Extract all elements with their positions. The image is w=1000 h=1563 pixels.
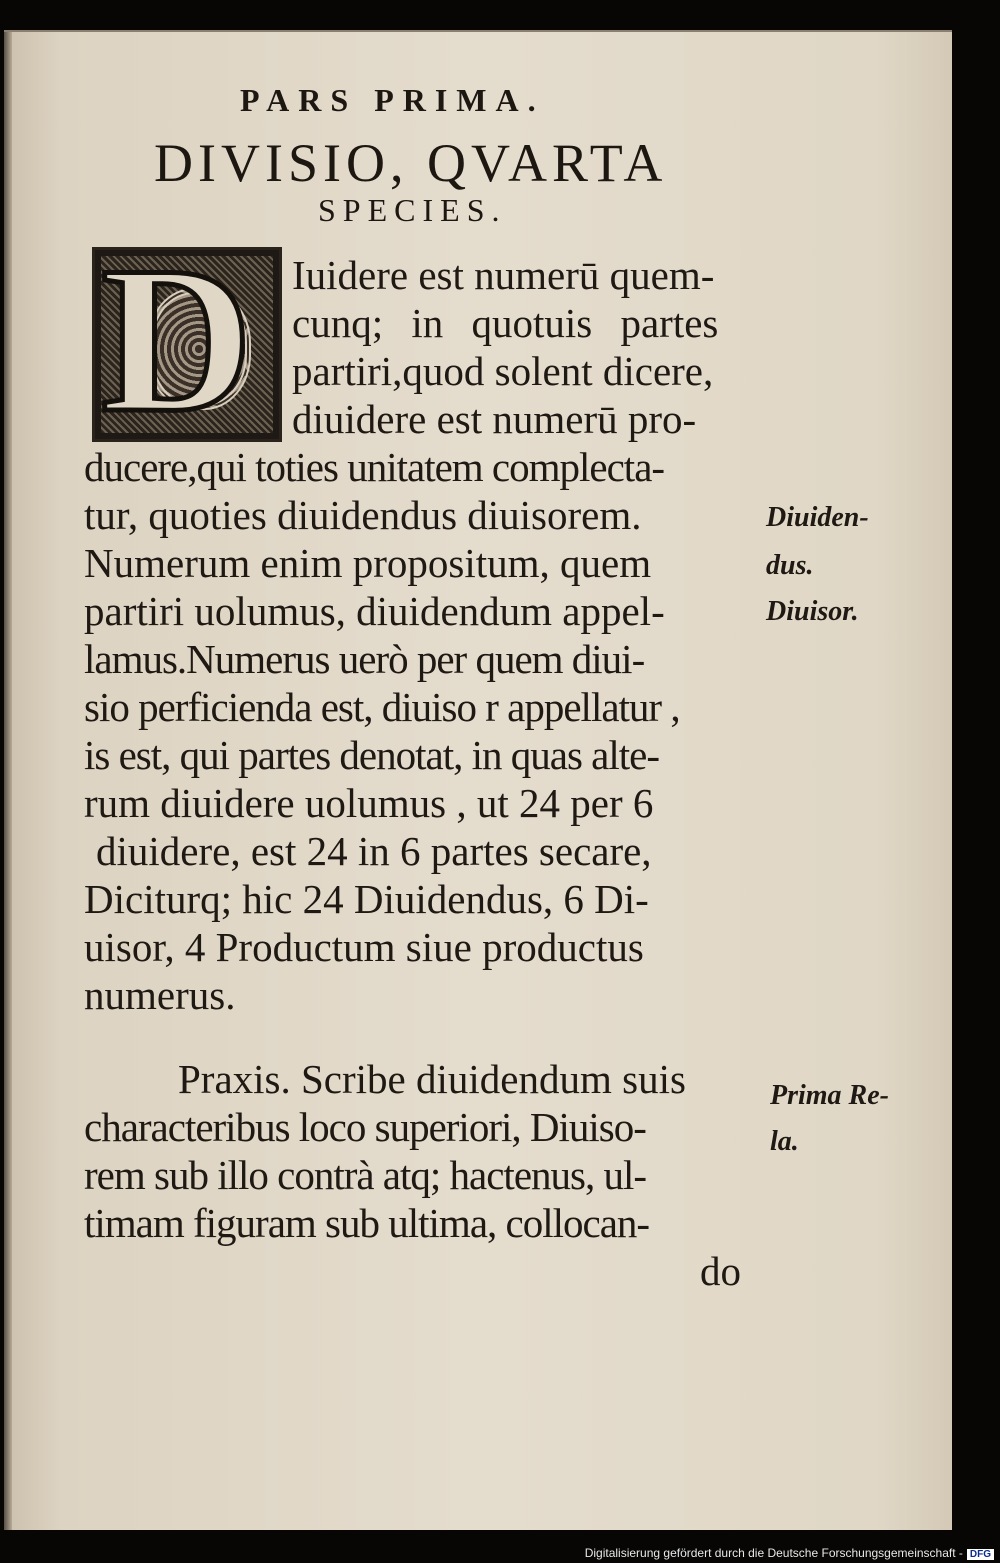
text-line: diuidere, est 24 in 6 partes secare, (96, 828, 652, 874)
text-line: numerus. (84, 972, 236, 1018)
initial-letter: D (101, 224, 253, 456)
text-line: Praxis. Scribe diuidendum suis (178, 1056, 686, 1102)
text-line: ducere,qui toties unitatem complecta- (84, 444, 665, 490)
text-line: uisor, 4 Productum siue productus (84, 924, 644, 970)
text-line: partiri,quod solent dicere, (292, 348, 714, 394)
marginal-note: la. (770, 1126, 799, 1157)
text-line: do (700, 1248, 741, 1294)
text-line: tur, quoties diuidendus diuisorem. (84, 492, 642, 538)
chapter-title: DIVISIO, QVARTA (154, 133, 668, 193)
text-line: diuidere est numerū pro- (292, 396, 697, 442)
marginal-note: Diuiden- (766, 502, 869, 533)
chapter-subtitle: SPECIES. (318, 192, 507, 228)
text-line: partiri uolumus, diuidendum appel- (84, 588, 665, 634)
text-line: timam figuram sub ultima, collocan- (84, 1200, 650, 1246)
dfg-logo: DFG (967, 1549, 994, 1560)
running-head: PARS PRIMA. (240, 82, 545, 118)
text-line: cunq; in quotuis partes (292, 300, 719, 346)
footer-text: Digitalisierung gefördert durch die Deutsche Forschungsgemeinschaft - (584, 1546, 963, 1560)
text-line: lamus.Numerus uerò per quem diui- (84, 636, 645, 682)
text-line: is est, qui partes denotat, in quas alte- (84, 732, 659, 778)
text-line: characteribus loco superiori, Diuiso- (84, 1104, 646, 1150)
marginal-note: dus. (766, 550, 814, 581)
text-line: Numerum enim propositum, quem (84, 540, 652, 586)
text-line: Diciturq; hic 24 Diuidendus, 6 Di- (84, 876, 649, 922)
decorated-initial (92, 224, 282, 456)
text-line: rem sub illo contrà atq; hactenus, ul- (84, 1152, 647, 1198)
marginal-note: Diuisor. (766, 596, 859, 627)
text-line: sio perficienda est, diuiso r appellatur , (84, 684, 680, 730)
digitization-footer (585, 1546, 994, 1560)
marginal-note: Prima Re- (770, 1080, 889, 1111)
text-line: Iuidere est numerū quem- (292, 252, 715, 298)
book-page (4, 30, 952, 1530)
text-line: rum diuidere uolumus , ut 24 per 6 (84, 780, 654, 826)
